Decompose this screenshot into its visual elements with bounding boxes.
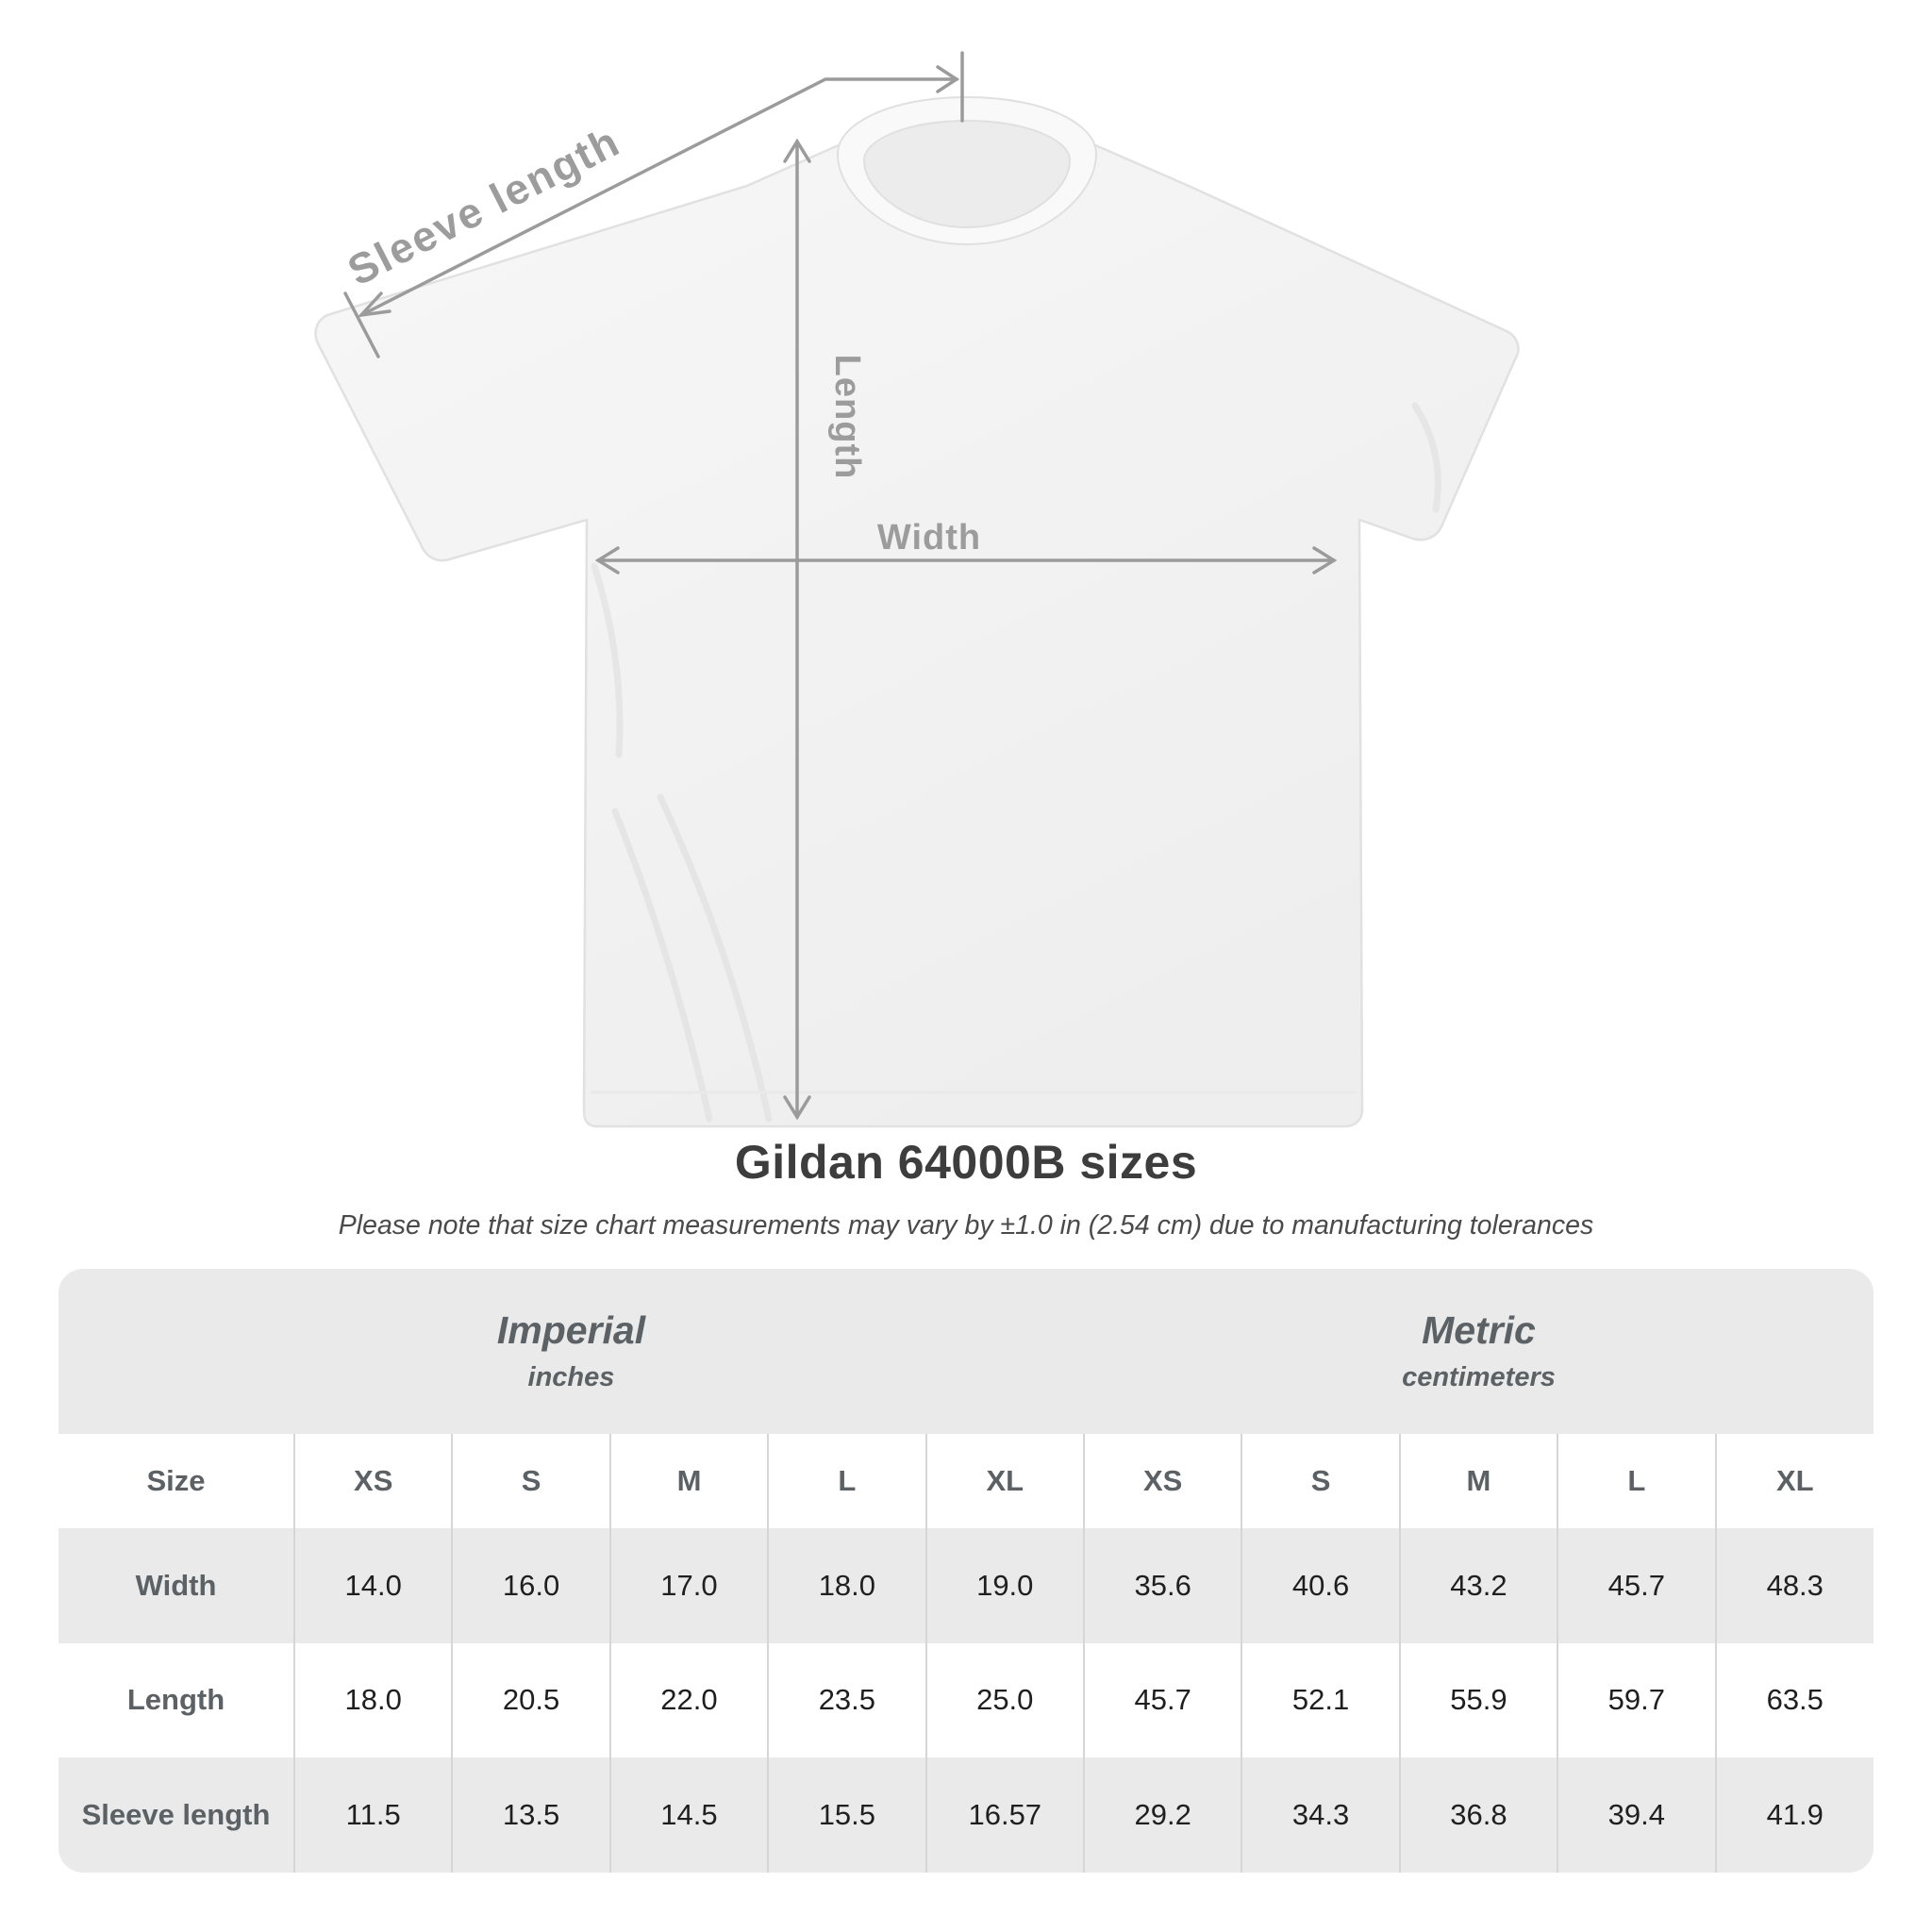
- sleeve-length-label: Sleeve length: [340, 116, 628, 295]
- table-cell: 22.0: [610, 1643, 768, 1758]
- table-cell: 16.57: [926, 1757, 1084, 1873]
- col-header-imperial-m: M: [610, 1434, 768, 1528]
- unit-band-row: [58, 1269, 1874, 1434]
- metric-sublabel: centimeters: [1402, 1361, 1556, 1392]
- table-cell: 14.0: [294, 1528, 452, 1643]
- col-header-metric-m: M: [1400, 1434, 1557, 1528]
- table-cell: 11.5: [294, 1757, 452, 1873]
- table-cell: 15.5: [768, 1757, 925, 1873]
- tshirt-graphic: [316, 97, 1519, 1126]
- size-table: [58, 1269, 1874, 1873]
- table-cell: 45.7: [1084, 1643, 1241, 1758]
- table-cell: 39.4: [1557, 1757, 1715, 1873]
- table-cell: 19.0: [926, 1528, 1084, 1643]
- table-cell: 23.5: [768, 1643, 925, 1758]
- table-cell: 18.0: [294, 1643, 452, 1758]
- col-header-imperial-xl: XL: [926, 1434, 1084, 1528]
- unit-band-imperial: [58, 1269, 1084, 1434]
- metric-label: Metric: [1422, 1308, 1536, 1353]
- table-cell: 59.7: [1557, 1643, 1715, 1758]
- table-cell: 18.0: [768, 1528, 925, 1643]
- table-cell: 48.3: [1716, 1528, 1874, 1643]
- page-subtitle: Please note that size chart measurements may vary by ±1.0 in (2.54 cm) due to manufacturing tolerances: [338, 1210, 1594, 1241]
- table-cell: 20.5: [452, 1643, 609, 1758]
- col-header-metric-s: S: [1241, 1434, 1399, 1528]
- table-cell: 43.2: [1400, 1528, 1557, 1643]
- table-cell: 36.8: [1400, 1757, 1557, 1873]
- col-header-imperial-l: L: [768, 1434, 925, 1528]
- table-cell: 41.9: [1716, 1757, 1874, 1873]
- table-row-sleeve-length: [58, 1757, 1874, 1873]
- table-cell: 29.2: [1084, 1757, 1241, 1873]
- col-header-metric-xl: XL: [1716, 1434, 1874, 1528]
- table-row-length: [58, 1643, 1874, 1758]
- size-header: Size: [58, 1434, 294, 1528]
- table-cell: 45.7: [1557, 1528, 1715, 1643]
- size-header-row: [58, 1434, 1874, 1528]
- table-cell: 40.6: [1241, 1528, 1399, 1643]
- width-label: Width: [876, 518, 982, 558]
- col-header-metric-xs: XS: [1084, 1434, 1241, 1528]
- col-header-metric-l: L: [1557, 1434, 1715, 1528]
- table-cell: 52.1: [1241, 1643, 1399, 1758]
- table-cell: 16.0: [452, 1528, 609, 1643]
- col-header-imperial-xs: XS: [294, 1434, 452, 1528]
- table-cell: 63.5: [1716, 1643, 1874, 1758]
- table-cell: 17.0: [610, 1528, 768, 1643]
- table-row-width: [58, 1528, 1874, 1643]
- table-cell: 25.0: [926, 1643, 1084, 1758]
- col-header-imperial-s: S: [452, 1434, 609, 1528]
- row-label: Length: [126, 1683, 225, 1717]
- page-title: Gildan 64000B sizes: [734, 1136, 1198, 1189]
- table-cell: 13.5: [452, 1757, 609, 1873]
- unit-band-metric: [1084, 1269, 1874, 1434]
- table-cell: 55.9: [1400, 1643, 1557, 1758]
- length-label: Length: [827, 354, 867, 480]
- table-cell: 34.3: [1241, 1757, 1399, 1873]
- row-label: Sleeve length: [81, 1798, 271, 1832]
- imperial-label: Imperial: [496, 1308, 646, 1353]
- size-table-container: [58, 1269, 1874, 1873]
- imperial-sublabel: inches: [527, 1361, 615, 1392]
- row-label: Width: [135, 1568, 217, 1602]
- table-cell: 14.5: [610, 1757, 768, 1873]
- table-cell: 35.6: [1084, 1528, 1241, 1643]
